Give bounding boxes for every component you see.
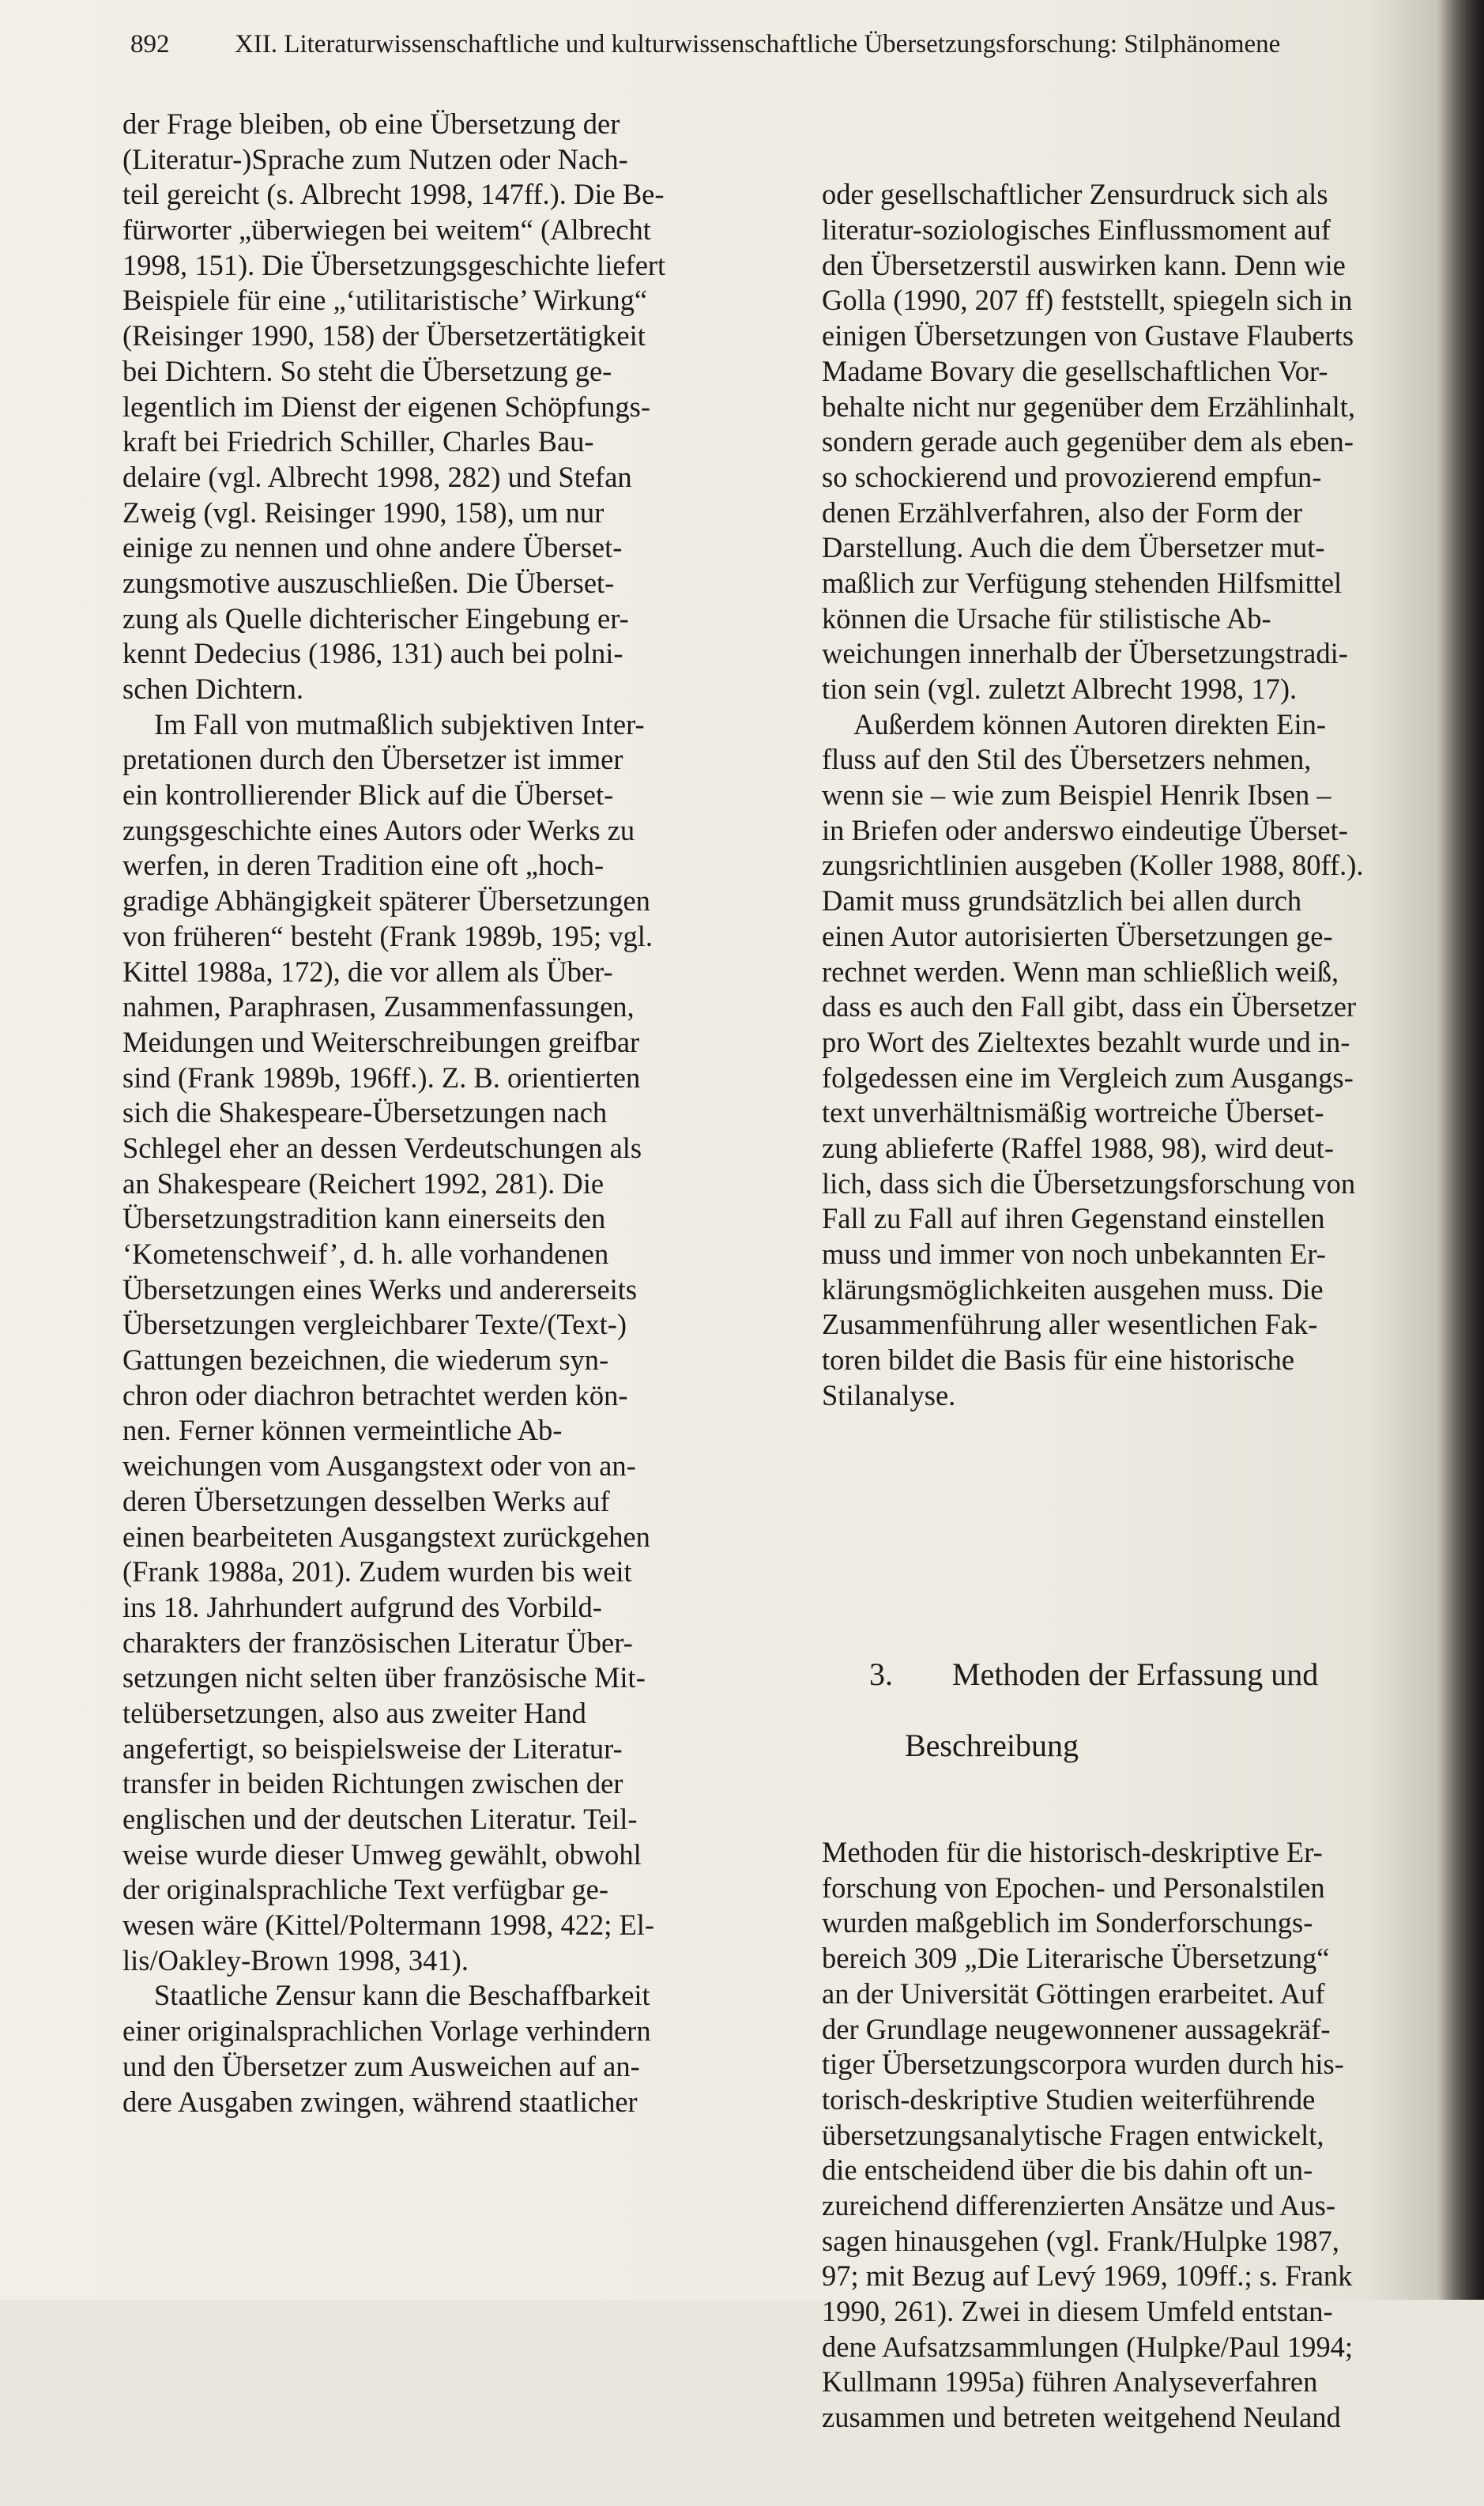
text-line: wenn sie – wie zum Beispiel Henrik Ibsen – [822, 778, 1331, 812]
text-line: rechnet werden. Wenn man schließlich weiß, [822, 955, 1339, 988]
text-line: teil gereicht (s. Albrecht 1998, 147ff.). Die Be- [122, 178, 665, 211]
right-column-top-text [822, 177, 1454, 1413]
text-line: wesen wäre (Kittel/Poltermann 1998, 422; El- [122, 1909, 655, 1942]
text-line: tion sein (vgl. zuletzt Albrecht 1998, 17). [822, 673, 1298, 706]
text-line: 1990, 261). Zwei in diesem Umfeld entstan- [822, 2295, 1333, 2328]
text-line: 97; mit Bezug auf Levý 1969, 109ff.; s. Frank [822, 2259, 1353, 2293]
text-line: ‘Kometenschweif’, d. h. alle vorhandenen [122, 1238, 609, 1270]
text-line: Zweig (vgl. Reisinger 1990, 158), um nur [122, 496, 605, 529]
text-line: Meidungen und Weiterschreibungen greifbar [122, 1025, 640, 1058]
text-line: muss und immer von noch unbekannten Er- [822, 1238, 1326, 1271]
text-line: übersetzungsanalytische Fragen entwickelt, [822, 2118, 1324, 2151]
text-line: können die Ursache für stilistische Ab- [822, 601, 1271, 635]
text-line: Staatliche Zensur kann die Beschaffbarkeit [154, 1979, 650, 2012]
right-column-bottom-text [822, 1835, 1454, 2436]
text-line: pretationen durch den Übersetzer ist immer [122, 743, 623, 776]
right-column [822, 107, 1454, 2506]
text-line: Stilanalyse. [822, 1378, 956, 1411]
text-line: einige zu nennen und ohne andere Überset- [122, 531, 623, 564]
text-line: Fall zu Fall auf ihren Gegenstand einstellen [822, 1202, 1325, 1235]
text-line: so schockierend und provozierend empfun- [822, 460, 1322, 493]
text-line: bereich 309 „Die Literarische Übersetzung“ [822, 1942, 1330, 1975]
text-line: Kittel 1988a, 172), die vor allem als Über- [122, 955, 613, 988]
text-line: weichungen vom Ausgangstext oder von an- [122, 1449, 636, 1483]
text-line: schen Dichtern. [122, 673, 304, 705]
text-line: wurden maßgeblich im Sonderforschungs- [822, 1906, 1313, 1939]
text-line: oder gesellschaftlicher Zensurdruck sich als [822, 178, 1328, 211]
page-edge-shadow [1437, 0, 1484, 2300]
text-line: deren Übersetzungen desselben Werks auf [122, 1484, 610, 1517]
text-line: Darstellung. Auch die dem Übersetzer mut- [822, 531, 1325, 564]
text-line: Übersetzungen eines Werks und andererseits [122, 1272, 638, 1306]
text-line: werfen, in deren Tradition eine oft „hoch- [122, 849, 605, 882]
text-line: fürworter „überwiegen bei weitem“ (Albrecht [122, 213, 651, 247]
text-line: maßlich zur Verfügung stehenden Hilfsmittel [822, 566, 1343, 599]
text-line: (Frank 1988a, 201). Zudem wurden bis weit [122, 1555, 632, 1588]
text-line: 1998, 151). Die Übersetzungsgeschichte liefert [122, 248, 666, 281]
text-line: dass es auch den Fall gibt, dass ein Übersetzer [822, 990, 1357, 1023]
text-line: englischen und der deutschen Literatur. Teil- [122, 1803, 638, 1835]
text-line: nen. Ferner können vermeintliche Ab- [122, 1414, 563, 1447]
text-line: sich die Shakespeare-Übersetzungen nach [122, 1096, 608, 1129]
text-line: zusammen und betreten weitgehend Neuland [822, 2401, 1341, 2434]
text-line: transfer in beiden Richtungen zwischen der [122, 1767, 623, 1800]
text-line: bei Dichtern. So steht die Übersetzung ge- [122, 354, 612, 387]
text-line: dene Aufsatzsammlungen (Hulpke/Paul 1994; [822, 2330, 1354, 2363]
text-line: telübersetzungen, also aus zweiter Hand [122, 1696, 586, 1729]
text-line: zung ablieferte (Raffel 1988, 98), wird deut- [822, 1131, 1334, 1164]
text-line: lis/Oakley-Brown 1998, 341). [122, 1943, 469, 1977]
text-line: Übersetzungen vergleichbarer Texte/(Text-) [122, 1308, 627, 1341]
text-line: von früheren“ besteht (Frank 1989b, 195; vgl. [122, 919, 653, 952]
section-number: 3. [869, 1656, 893, 1693]
text-line: Damit muss grundsätzlich bei allen durch [822, 884, 1302, 918]
text-line: sondern gerade auch gegenüber dem als eben- [822, 425, 1354, 458]
text-line: zungsmotive auszuschließen. Die Überset- [122, 566, 615, 599]
text-line: an der Universität Göttingen erarbeitet. Auf [822, 1977, 1325, 2010]
text-line: Übersetzungstradition kann einerseits den [122, 1202, 606, 1235]
text-line: Zusammenführung aller wesentlichen Fak- [822, 1308, 1318, 1341]
text-line: legentlich im Dienst der eigenen Schöpfungs- [122, 390, 650, 423]
text-line: Methoden für die historisch-deskriptive Er- [822, 1836, 1323, 1869]
text-line: ins 18. Jahrhundert aufgrund des Vorbild- [122, 1590, 602, 1623]
text-line: lich, dass sich die Übersetzungsforschung von [822, 1166, 1356, 1200]
text-line: weichungen innerhalb der Übersetzungstradi- [822, 637, 1348, 670]
text-line: Gattungen bezeichnen, die wiederum syn- [122, 1343, 609, 1377]
text-line: charakters der französischen Literatur Über- [122, 1626, 633, 1659]
text-line: forschung von Epochen- und Personalstilen [822, 1871, 1325, 1904]
text-line: sagen hinausgehen (vgl. Frank/Hulpke 1987, [822, 2224, 1339, 2257]
text-line: zungsgeschichte eines Autors oder Werks zu [122, 813, 635, 846]
text-line: der Frage bleiben, ob eine Übersetzung der [122, 107, 620, 140]
text-line: toren bildet die Basis für eine historische [822, 1343, 1295, 1377]
text-line: torisch-deskriptive Studien weiterführende [822, 2082, 1316, 2116]
text-line: folgedessen eine im Vergleich zum Ausgangs- [822, 1061, 1354, 1094]
text-line: sind (Frank 1989b, 196ff.). Z. B. orientierten [122, 1061, 641, 1094]
text-line: Beispiele für eine „‘utilitaristische’ Wirkung“ [122, 284, 648, 317]
text-line: kraft bei Friedrich Schiller, Charles Bau- [122, 425, 594, 458]
text-line: den Übersetzerstil auswirken kann. Denn wie [822, 248, 1346, 281]
section-spacer [822, 1484, 1454, 1547]
running-title: XII. Literaturwissenschaftliche und kulturwissenschaftliche Übersetzungsforschung: Stilphänomene [235, 30, 1281, 58]
text-line: der originalsprachliche Text verfügbar ge- [122, 1873, 608, 1906]
text-line: dere Ausgaben zwingen, während staatlicher [122, 2085, 638, 2118]
text-line: Golla (1990, 207 ff) feststellt, spiegeln sich in [822, 284, 1353, 317]
text-line: nahmen, Paraphrasen, Zusammenfassungen, [122, 990, 635, 1023]
text-line: Schlegel eher an dessen Verdeutschungen als [122, 1131, 642, 1164]
section-title-line2: Beschreibung [905, 1727, 1079, 1763]
text-line: zung als Quelle dichterischer Eingebung er- [122, 601, 629, 635]
text-line: fluss auf den Stil des Übersetzers nehmen, [822, 743, 1312, 776]
text-line: ein kontrollierender Blick auf die Überset- [122, 778, 614, 812]
text-line: einen bearbeiteten Ausgangstext zurückgehen [122, 1520, 650, 1553]
section-title-line1: Methoden der Erfassung und [952, 1656, 1319, 1693]
text-line: (Literatur-)Sprache zum Nutzen oder Nach- [122, 142, 628, 175]
text-line: und den Übersetzer zum Ausweichen auf an- [122, 2049, 640, 2082]
text-line: weise wurde dieser Umweg gewählt, obwohl [122, 1837, 642, 1871]
text-line: zureichend differenzierten Ansätze und Aus- [822, 2188, 1335, 2221]
text-line: delaire (vgl. Albrecht 1998, 282) und Stefan [122, 460, 632, 493]
page-number: 892 [130, 30, 170, 58]
text-line: pro Wort des Zieltextes bezahlt wurde und in- [822, 1025, 1350, 1058]
text-line: setzungen nicht selten über französische Mit- [122, 1661, 646, 1694]
text-line: Außerdem können Autoren direkten Ein- [853, 707, 1327, 740]
text-line: chron oder diachron betrachtet werden kön- [122, 1378, 628, 1411]
left-column [122, 107, 739, 2120]
text-line: tiger Übersetzungscorpora wurden durch his- [822, 2048, 1344, 2081]
text-line: behalte nicht nur gegenüber dem Erzählinhalt, [822, 390, 1355, 423]
text-line: einer originalsprachlichen Vorlage verhindern [122, 2014, 651, 2048]
text-line: an Shakespeare (Reichert 1992, 281). Die [122, 1166, 605, 1200]
text-line: der Grundlage neugewonnener aussagekräf- [822, 2012, 1331, 2045]
text-line: gradige Abhängigkeit späterer Übersetzungen [122, 884, 650, 918]
text-line: kennt Dedecius (1986, 131) auch bei polni- [122, 637, 623, 670]
text-line: denen Erzählverfahren, also der Form der [822, 496, 1303, 529]
text-line: einen Autor autorisierten Übersetzungen ge- [822, 919, 1333, 952]
text-line: Madame Bovary die gesellschaftlichen Vor- [822, 354, 1328, 387]
text-line: angefertigt, so beispielsweise der Literatur- [122, 1732, 623, 1765]
text-line: literatur-soziologisches Einflussmoment auf [822, 213, 1331, 247]
text-line: (Reisinger 1990, 158) der Übersetzertätigkeit [122, 319, 646, 352]
text-line: einigen Übersetzungen von Gustave Flauberts [822, 319, 1354, 352]
section-heading [822, 1618, 1454, 1693]
text-line: Kullmann 1995a) führen Analyseverfahren [822, 2365, 1318, 2399]
text-line: klärungsmöglichkeiten ausgehen muss. Die [822, 1272, 1324, 1306]
text-line: die entscheidend über die bis dahin oft un- [822, 2154, 1313, 2187]
text-line: in Briefen oder anderswo eindeutige Überset- [822, 813, 1348, 846]
text-line: zungsrichtlinien ausgeben (Koller 1988, 80ff.). [822, 849, 1364, 882]
text-line: Im Fall von mutmaßlich subjektiven Inter- [154, 707, 645, 740]
text-line: text unverhältnismäßig wortreiche Überset- [822, 1096, 1324, 1129]
